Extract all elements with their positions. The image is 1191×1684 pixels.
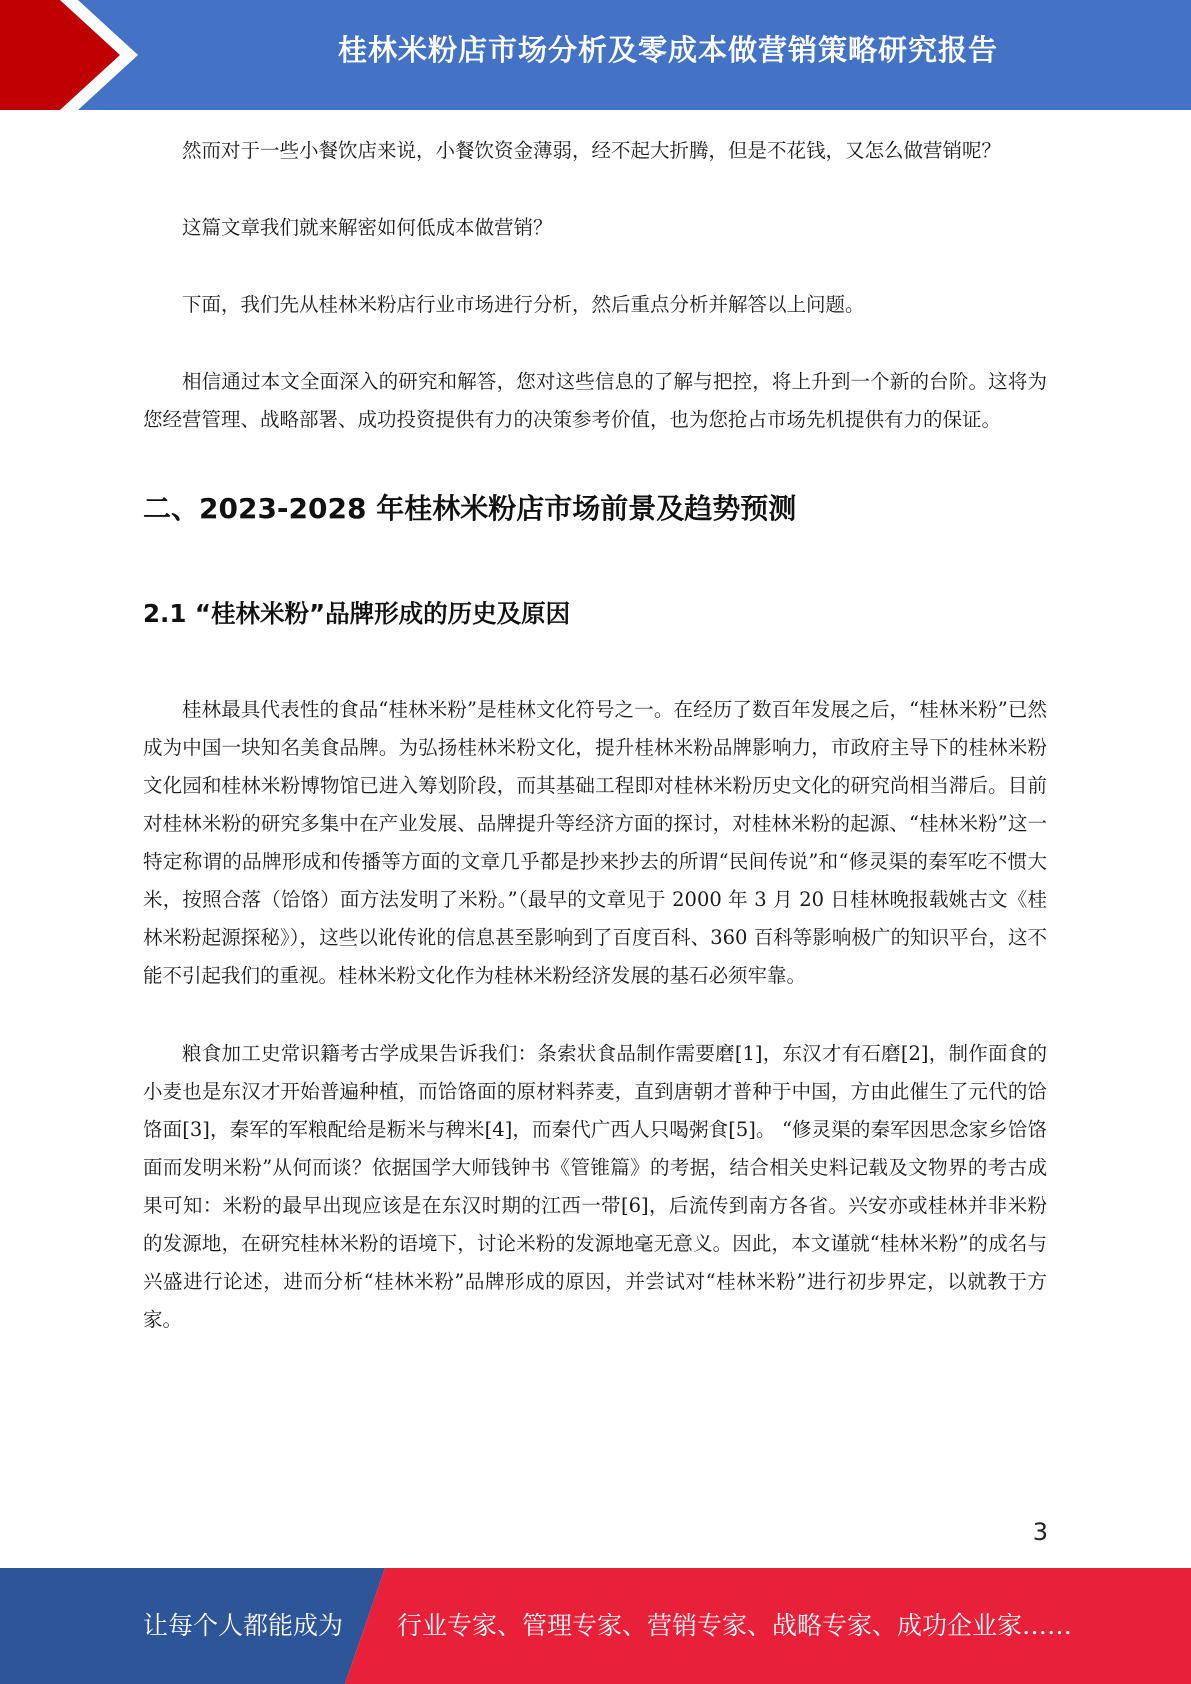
paragraph-5: 桂林最具代表性的食品“桂林米粉”是桂林文化符号之一。在经历了数百年发展之后，“桂林米粉”已然成为中国一块知名美食品牌。为弘扬桂林米粉文化，提升桂林米粉品牌影响力，市政府主导下的桂林米粉文化园和桂林米粉博物馆已进入筹划阶段，而其基础工程即对桂林米粉历史文化的研究尚相当滞后。目前对桂林米粉的研究多集中在产业发展、品牌提升等经济方面的探讨，对桂林米粉的起源、“桂林米粉”这一特定称谓的品牌形成和传播等方面的文章几乎都是抄来抄去的所谓“民间传说”和“修灵渠的秦军吃不惯大米，按照合落（饸饹）面方法发明了米粉。”（最早的文章见于 2000 年 3 月 20 日桂林晚报载姚古文《桂林米粉起源探秘》），这些以讹传讹的信息甚至影响到了百度百科、360 百科等影响极广的知识平台，这不能不引起我们的重视。桂林米粉文化作为桂林米粉经济发展的基石必须牢靠。 (143, 698, 1047, 987)
report-title: 桂林米粉店市场分析及零成本做营销策略研究报告 (337, 33, 998, 67)
document-body (143, 132, 1047, 1339)
subsection-heading: 2.1 “桂林米粉”品牌形成的历史及原因 (143, 599, 571, 628)
section-heading: 二、2023-2028 年桂林米粉店市场前景及趋势预测 (143, 492, 797, 525)
paragraph-2: 这篇文章我们就来解密如何低成本做营销？ (182, 216, 553, 239)
paragraph-1: 然而对于一些小餐饮店来说，小餐饮资金薄弱，经不起大折腾，但是不花钱，又怎么做营销呢？ (182, 139, 1002, 162)
paragraph-3: 下面，我们先从桂林米粉店行业市场进行分析，然后重点分析并解答以上问题。 (182, 293, 865, 316)
page-footer (0, 1568, 1191, 1684)
paragraph-4: 相信通过本文全面深入的研究和解答，您对这些信息的了解与把控，将上升到一个新的台阶。这将为您经营管理、战略部署、成功投资提供有力的决策参考价值，也为您抢占市场先机提供有力的保证。 (143, 370, 1047, 431)
page-header (0, 0, 1191, 110)
footer-slogan-left: 让每个人都能成为 (143, 1611, 344, 1640)
paragraph-6: 粮食加工史常识籍考古学成果告诉我们：条索状食品制作需要磨[1]，东汉才有石磨[2]，制作面食的小麦也是东汉才开始普遍种植，而饸饹面的原材料荞麦，直到唐朝才普种于中国，方由此催生了元代的饸饹面[3]，秦军的军粮配给是粝米与稗米[4]，而秦代广西人只喝粥食[5]。 “修灵渠的秦军因思念家乡饸饹面而发明米粉”从何而谈？依据国学大师钱钟书《管锥篇》的考据，结合相关史料记载及文物界的考古成果可知：米粉的最早出现应该是在东汉时期的江西一带[6]，后流传到南方各省。兴安亦或桂林并非米粉的发源地，在研究桂林米粉的语境下，讨论米粉的发源地毫无意义。因此，本文谨就“桂林米粉”的成名与兴盛进行论述，进而分析“桂林米粉”品牌形成的原因，并尝试对“桂林米粉”进行初步界定，以就教于方家。 (143, 1042, 1047, 1331)
header-arrow-red (0, 0, 120, 110)
page-number: 3 (1032, 1518, 1048, 1546)
header-arrow-decoration (0, 0, 160, 110)
footer-slogan-right: 行业专家、管理专家、营销专家、战略专家、成功企业家…… (397, 1611, 1073, 1640)
